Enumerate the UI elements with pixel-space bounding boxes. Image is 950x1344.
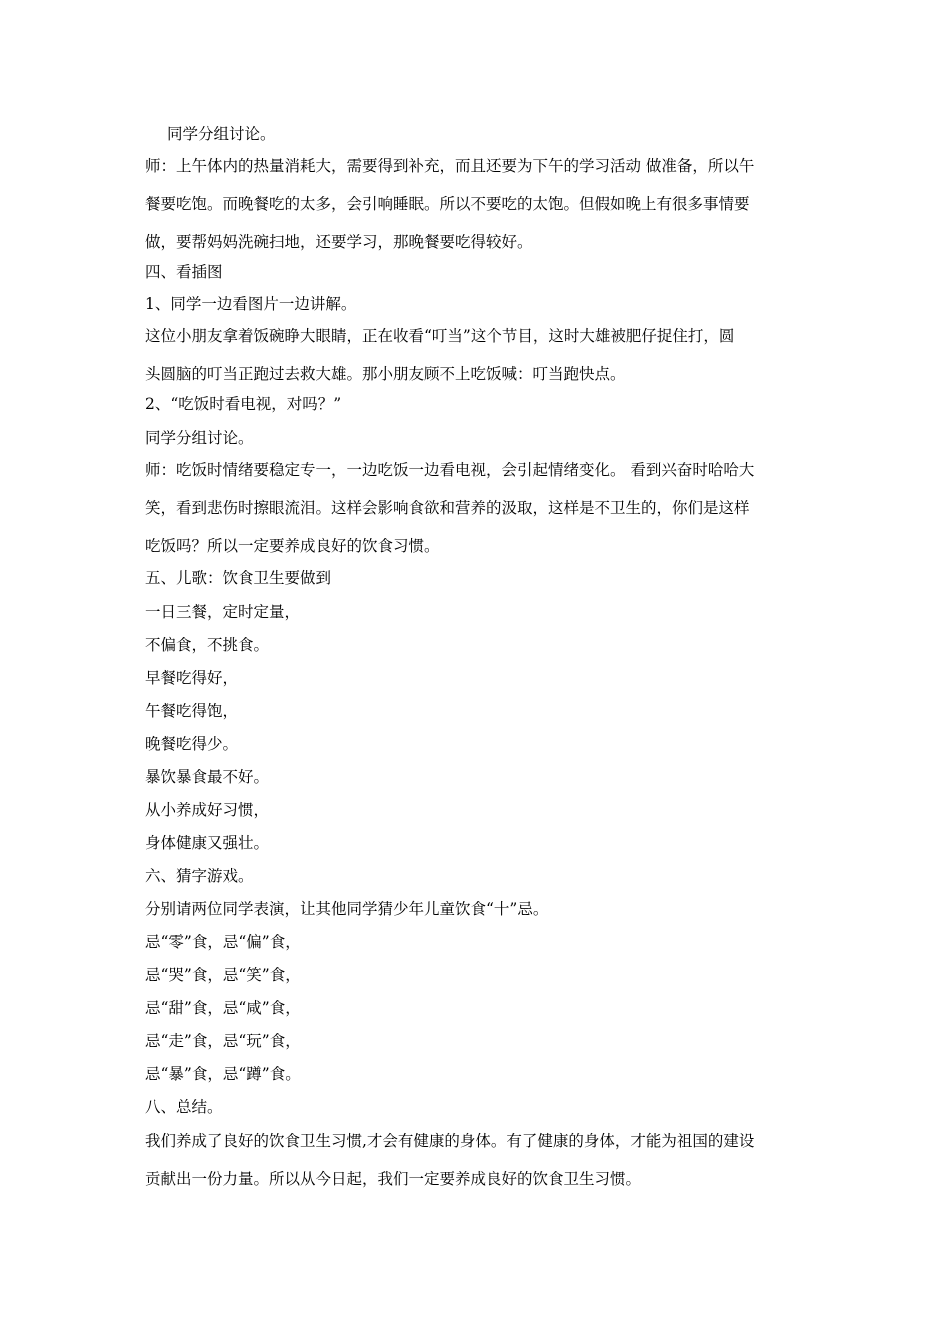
- paragraph-line: 我们养成了良好的饮食卫生习惯,才会有健康的身体。有了健康的身体，才能为祖国的建设: [145, 1132, 755, 1150]
- paragraph-line: 做，要帮妈妈洗碗扫地，还要学习，那晚餐要吃得较好。: [145, 233, 533, 251]
- text-line: 身体健康又强壮。: [145, 834, 270, 852]
- paragraph-line: 吃饭吗？所以一定要养成良好的饮食习惯。: [145, 537, 440, 555]
- text-line: 忌“甜”食，忌“咸”食，: [145, 999, 301, 1017]
- text-line: 暴饮暴食最不好。: [145, 768, 270, 786]
- text-line: 忌“走”食，忌“玩”食，: [145, 1032, 301, 1050]
- text-line: 忌“哭”食，忌“笑”食，: [145, 966, 301, 984]
- paragraph-line: 头圆脑的叮当正跑过去救大雄。那小朋友顾不上吃饭喊：叮当跑快点。: [145, 365, 626, 383]
- paragraph: [145, 156, 807, 262]
- section-heading: 四、看插图: [145, 263, 223, 281]
- text-line: 午餐吃得饱，: [145, 702, 239, 720]
- paragraph-line: 师：吃饭时情绪要稳定专一，一边吃饭一边看电视，会引起情绪变化。 看到兴奋时哈哈大: [145, 461, 755, 479]
- text-line: 一日三餐，定时定量，: [145, 603, 301, 621]
- text-line: 同学分组讨论。: [167, 125, 276, 143]
- section-heading: 六、猜字游戏。: [145, 867, 254, 885]
- text-line: 2、“吃饭时看电视，对吗？”: [145, 395, 342, 413]
- section-heading: 五、儿歌：饮食卫生要做到: [145, 569, 332, 587]
- text-line: 同学分组讨论。: [145, 429, 254, 447]
- text-line: 1、同学一边看图片一边讲解。: [145, 295, 357, 313]
- text-line: 不偏食，不挑食。: [145, 636, 270, 654]
- text-line: 分别请两位同学表演，让其他同学猜少年儿童饮食“十”忌。: [145, 900, 549, 918]
- paragraph: [145, 326, 807, 394]
- text-line: 忌“暴”食，忌“蹲”食。: [145, 1065, 301, 1083]
- document-body: [145, 124, 807, 1199]
- paragraph: [145, 1131, 807, 1199]
- section-heading: 八、总结。: [145, 1098, 223, 1116]
- text-line: 早餐吃得好，: [145, 669, 239, 687]
- paragraph-line: 这位小朋友拿着饭碗睁大眼睛，正在收看“叮当”这个节目，这时大雄被肥仔捉住打，圆: [145, 327, 735, 345]
- paragraph-line: 师：上午体内的热量消耗大，需要得到补充，而且还要为下午的学习活动 做准备，所以午: [145, 157, 755, 175]
- paragraph-line: 贡献出一份力量。所以从今日起，我们一定要养成良好的饮食卫生习惯。: [145, 1170, 642, 1188]
- paragraph: [145, 460, 807, 568]
- paragraph-line: 笑，看到悲伤时擦眼流泪。这样会影响食欲和营养的汲取，这样是不卫生的，你们是这样: [145, 499, 750, 517]
- text-line: 从小养成好习惯，: [145, 801, 270, 819]
- text-line: 晚餐吃得少。: [145, 735, 239, 753]
- text-line: 忌“零”食，忌“偏”食，: [145, 933, 301, 951]
- paragraph-line: 餐要吃饱。而晚餐吃的太多，会引响睡眠。所以不要吃的太饱。但假如晚上有很多事情要: [145, 195, 750, 213]
